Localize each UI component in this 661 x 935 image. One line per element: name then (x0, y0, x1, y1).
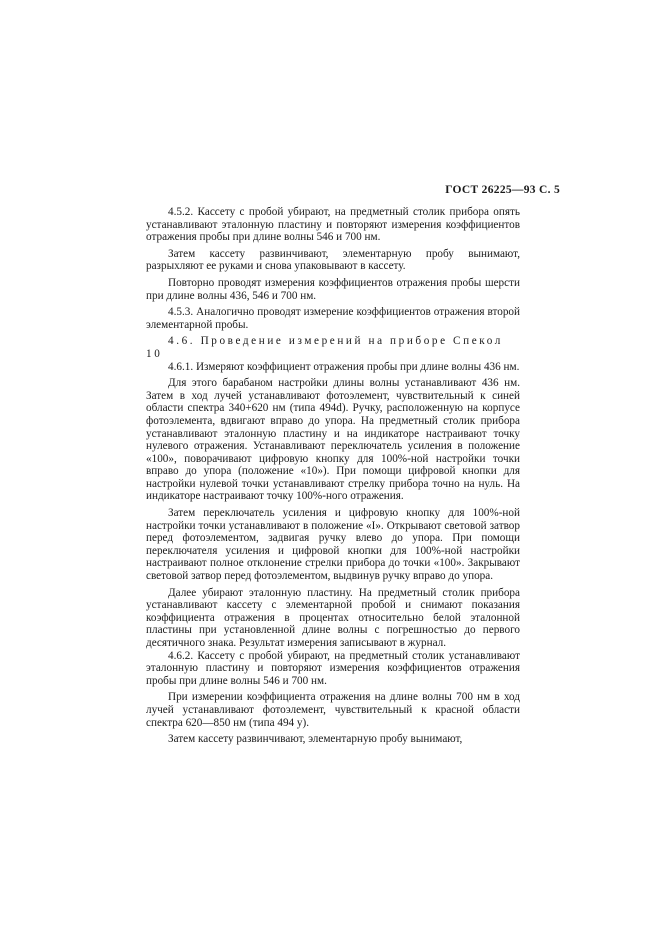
paragraph-4-6-1: 4.6.1. Измеряют коэффициент отражения пробы при длине волны 436 нм. (168, 360, 520, 373)
paragraph-gain-switch: Затем переключатель усиления и цифровую кнопку для 100%-ной настройки точки устанавливают в положение «I». Открывают световой затвор перед фотоэлементом, задвигая ручку влево до упора. При помощи переключателя усиления и цифровой кнопки для 100%-ной настройки настраивают полное отклонение стрелки прибора до точки «100». Закрывают световой затвор перед фотоэлементом, выдвинув ручку вправо до упора. (146, 507, 520, 583)
page-header: ГОСТ 26225—93 С. 5 (445, 184, 560, 196)
paragraph-unpack-sample: Затем кассету развинчивают, элементарную пробу вынимают, разрыхляют ее руками и снова упаковывают в кассету. (146, 247, 520, 273)
paragraph-4-5-2: 4.5.2. Кассету с пробой убирают, на предметный столик прибора опять устанавливают эталонную пластину и повторяют измерения коэффициентов отражения пробы при длине волны 546 и 700 нм. (146, 206, 520, 244)
paragraph-setup-436: Для этого барабаном настройки длины волны устанавливают 436 нм. Затем в ход лучей устанавливают фотоэлемент, чувствительный к синей области спектра 340+620 нм (типа 494d). Ручку, расположенную на корпусе фотоэлемента, вдвигают вправо до упора. На предметный столик прибора устанавливают эталонную пластину и на индикаторе настраивают точку нулевого отражения. Устанавливают переключатель усиления в положение «100», поворачивают цифровую кнопку для 100%-ной настройки точки вправо до упора (положение «10»). При помощи цифровой кнопки для настройки нулевой точки устанавливают стрелку прибора точно на нуль. На индикаторе настраивают точку 100%-ного отражения. (146, 377, 520, 503)
section-heading-4-6: 4.6. Проведение измерений на приборе Спекол 10 (146, 335, 503, 360)
paragraph-remove-plate: Далее убирают эталонную пластину. На предметный столик прибора устанавливают кассету с элементарной пробой и снимают показания коэффициента отражения в процентах относительно белой эталонной пластины при установленной длине волны с погрешностью до первого десятичного знака. Результат измерения записывают в журнал. (146, 586, 520, 649)
paragraph-final: Затем кассету развинчивают, элементарную пробу вынимают, (168, 733, 463, 746)
paragraph-4-6-2: 4.6.2. Кассету с пробой убирают, на предметный столик устанавливают эталонную пластину и повторяют измерения коэффициентов отражения пробы при длине волны 546 и 700 нм. (146, 649, 520, 687)
paragraph-700nm: При измерении коэффициента отражения на длине волны 700 нм в ход лучей устанавливают фотоэлемент, чувствительный к красной области спектра 620—850 нм (типа 494 у). (146, 691, 520, 729)
document-body (146, 206, 520, 746)
paragraph-repeat-measurement: Повторно проводят измерения коэффициентов отражения пробы шерсти при длине волны 436, 546 и 700 нм. (146, 276, 520, 302)
paragraph-4-5-3: 4.5.3. Аналогично проводят измерение коэффициентов отражения второй элементарной пробы. (146, 306, 520, 331)
